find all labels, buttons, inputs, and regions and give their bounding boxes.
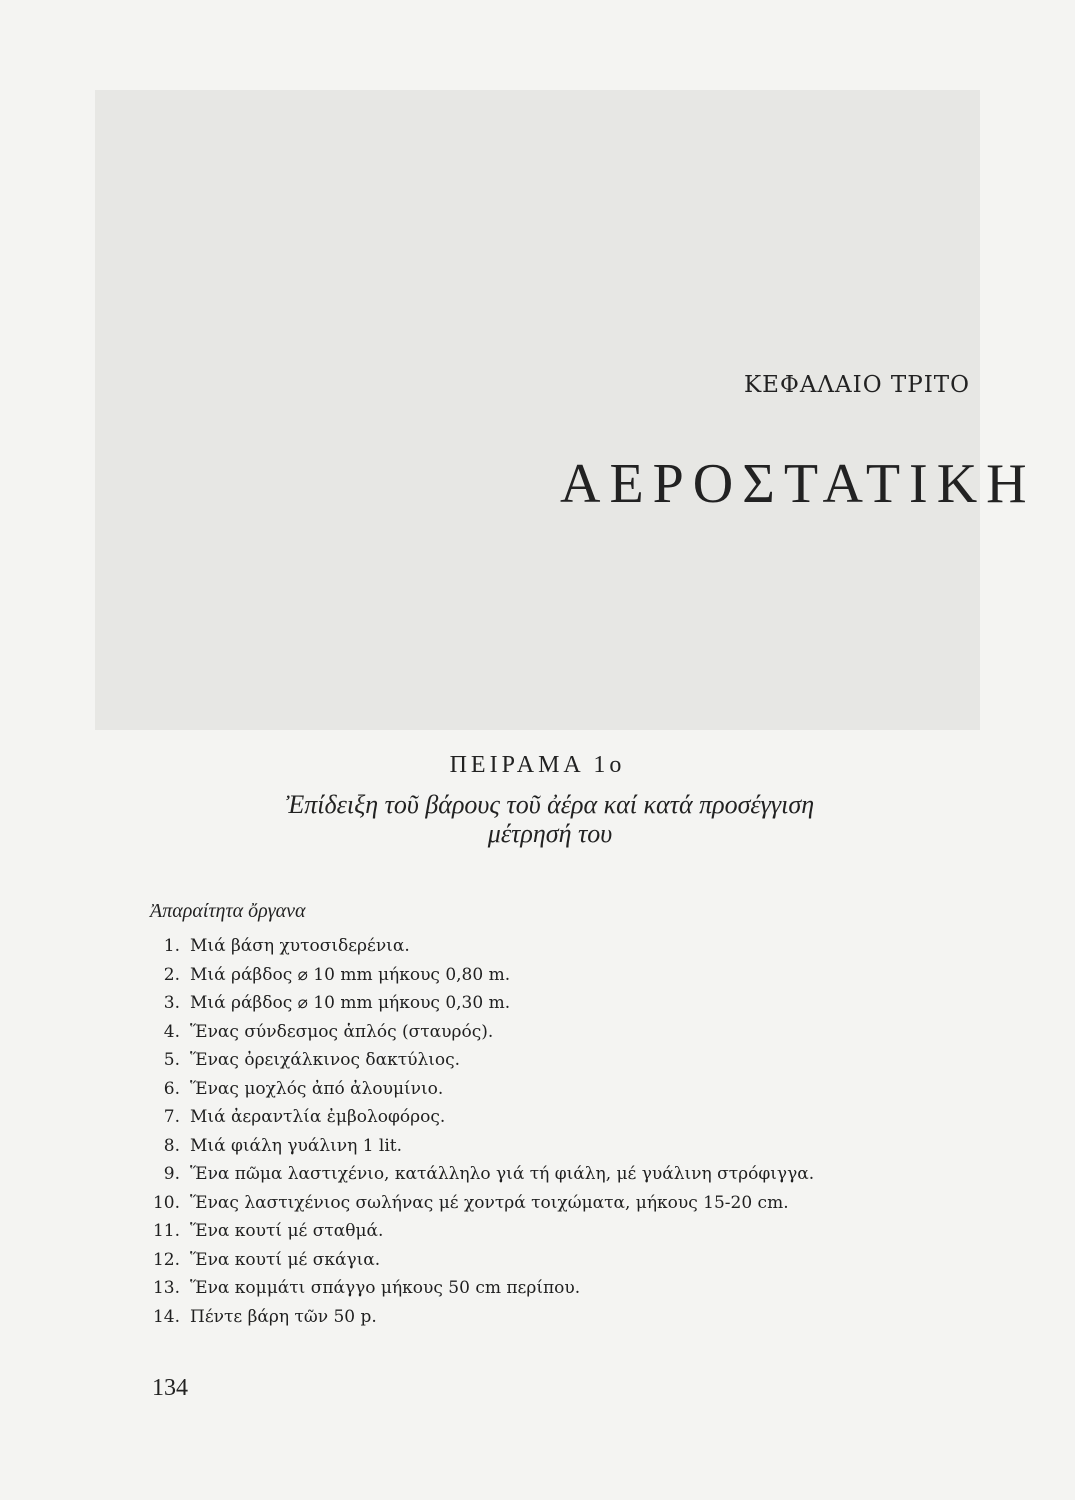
list-item: 2. Μιά ράβδος ⌀ 10 mm μήκους 0,80 m. <box>163 964 511 985</box>
list-item: 6. Ἕνας μοχλός ἀπό ἀλουμίνιο. <box>163 1078 444 1099</box>
chapter-title: ΑΕΡΟΣΤΑΤΙΚΗ <box>560 453 1036 515</box>
list-item: 11. Ἕνα κουτί μέ σταθμά. <box>152 1221 384 1241</box>
experiment-title: Ἐπίδειξη τοῦ βάρους τοῦ ἀέρα καί κατά προσέγγιση μέτρησή του <box>285 790 815 848</box>
list-item: 13. Ἕνα κομμάτι σπάγγο μήκους 50 cm περίπου. <box>152 1278 581 1298</box>
experiment-label: ΠΕΙΡΑΜΑ 1ο <box>449 752 626 778</box>
tools-heading: Ἀπαραίτητα ὄργανα <box>150 900 306 922</box>
list-item: 14. Πέντε βάρη τῶν 50 p. <box>152 1306 377 1327</box>
list-item: 3. Μιά ράβδος ⌀ 10 mm μήκους 0,30 m. <box>163 993 511 1013</box>
chapter-label: ΚΕΦΑΛΑΙΟ ΤΡΙΤΟ <box>743 372 970 398</box>
list-item: 8. Μιά φιάλη γυάλινη 1 lit. <box>163 1135 403 1156</box>
list-item: 7. Μιά ἀεραντλία ἐμβολοφόρος. <box>163 1107 446 1127</box>
list-item: 12. Ἕνα κουτί μέ σκάγια. <box>152 1249 381 1270</box>
list-item: 4. Ἕνας σύνδεσμος ἁπλός (σταυρός). <box>163 1021 494 1042</box>
bleed-through-shading <box>95 90 1036 730</box>
page-number: 134 <box>152 1375 188 1401</box>
list-item: 1. Μιά βάση χυτοσιδερένια. <box>163 936 410 956</box>
list-item: 9. Ἕνα πῶμα λαστιχένιο, κατάλληλο γιά τή φιάλη, μέ γυάλινη στρόφιγγα. <box>163 1164 815 1184</box>
list-item: 10. Ἕνας λαστιχένιος σωλήνας μέ χοντρά τοιχώματα, μήκους 15-20 cm. <box>152 1192 789 1213</box>
list-item: 5. Ἕνας ὀρειχάλκινος δακτύλιος. <box>163 1050 461 1070</box>
tools-list <box>140 932 940 1331</box>
